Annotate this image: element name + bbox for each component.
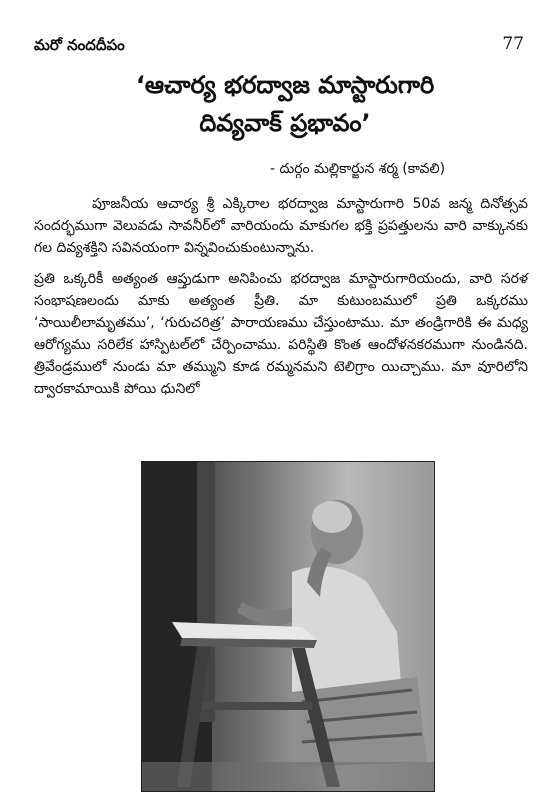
article-author: - దుర్గం మల్లికార్జున శర్మ (కావలి) — [270, 161, 446, 177]
article-title-line-1: ‘ఆచార్య భరద్వాజ మాస్టారుగారి — [135, 71, 435, 99]
article-body — [34, 193, 528, 409]
running-title: మరో నందదీపం — [34, 36, 125, 54]
article-photo — [141, 461, 435, 792]
page-number: 77 — [502, 34, 524, 54]
photo-man-writing-icon — [142, 462, 434, 791]
page-header — [34, 36, 524, 58]
paragraph-2: ప్రతి ఒక్కరికీ అత్యంత ఆప్తుడుగా అనిపించు భరద్వాజ మాస్టారుగారియందు, వారి సరళ సంభాషణలందు మాకు అత్యంత ప్రీతి. మా కుటుంబములో ప్రతి ఒక్కరము ‘సాయిలీలామృతము’, ‘గురుచరిత్ర’ పారాయణము చేస్తుంటాము. మా తండ్రిగారికి ఈ మధ్య ఆరోగ్యము సరిలేక హాస్పిటల్‌లో చేర్పించాము. పరిస్థితి కొంత ఆందోళనకరముగా నుండినది. త్రివేండ్రములో నుండు మా తమ్ముని కూడ రమ్మనమని టెలిగ్రాం యిచ్చాము. మా వూరిలోని ద్వారకామాయికి పోయి ధునిలో — [34, 271, 528, 397]
article-title — [40, 66, 530, 142]
article-title-line-2: దివ్యవాక్ ప్రభావం’ — [199, 109, 371, 137]
paragraph-1: పూజనీయ ఆచార్య శ్రీ ఎక్కిరాల భరద్వాజ మాస్టారుగారి 50వ జన్మ దినోత్సవ సందర్భముగా వెలువడు సావనీర్‌లో వారియందు మాకుగల భక్తి ప్రపత్తులను వారి వాక్కునకు గల దివ్యశక్తిని సవినయంగా విన్నవించుకుంటున్నాను. — [34, 196, 528, 256]
